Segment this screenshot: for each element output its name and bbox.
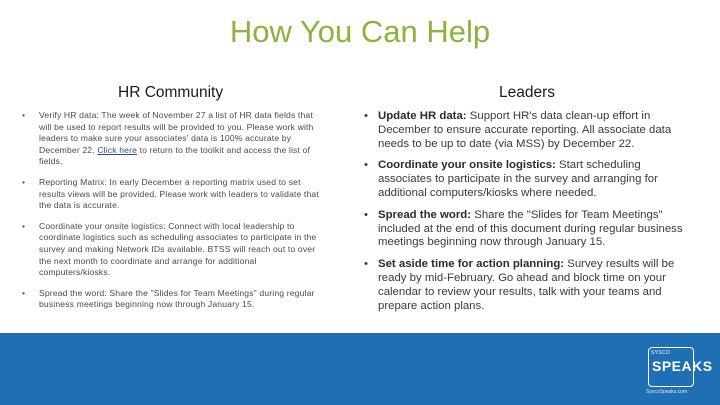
hr-item-text: Verify HR data: The week of November 27 a list of HR data fields that will be used to report results will be provided to you. Please work with leaders to make sure your associates' data is 100% accurate by December 22. [39,110,314,155]
hr-item-text: Coordinate your onsite logistics: Connect with local leadership to coordinate logistics such as scheduling associates to participate in the survey and making Network IDs available. BTSS will reach out to over the next month to coordinate and arrange for additional computers/kiosks. [39,220,317,278]
leaders-item-text: Survey results will be ready by mid-February. Go ahead and block time on your calendar to review your results, talk with your teams and prepare action plans. [378,258,675,312]
leaders-list [364,110,694,321]
leaders-item-update-data [364,110,694,151]
leaders-item-label: Update HR data: [378,110,467,122]
hr-item-verify-data [22,110,327,168]
leaders-item-label: Set aside time for action planning: [378,258,565,271]
leaders-item-action-planning [364,258,694,313]
slide-title: How You Can Help [229,14,491,49]
bullet: • [22,176,26,187]
leaders-item-label: Spread the word: [378,208,472,221]
leaders-item-label: Coordinate your onsite logistics: [378,159,556,172]
footer-band [0,333,720,405]
bullet: • [364,258,368,271]
leaders-heading: Leaders [499,84,556,101]
leaders-item-text: Support HR's data clean-up effort in December to ensure accurate reporting. All associate data needs to be up to date (via MSS) by December 22. [378,110,672,150]
hr-item-text: Reporting Matrix: In early December a reporting matrix used to set results views will be provided. Please work with leaders to validate that the data is accurate. [39,176,319,211]
leaders-item-text: Share the "Slides for Team Meetings" included at the end of this document during regular business meetings beginning now through January 15. [378,208,683,249]
bullet: • [22,110,26,120]
hr-community-list [22,110,327,320]
bullet: • [22,220,26,231]
hr-item-spread-word [22,288,327,311]
leaders-item-coordinate-logistics [364,159,694,200]
sysco-speaks-logo [640,347,713,399]
logo-word: SPEAKS [652,358,713,374]
bullet: • [364,208,368,221]
hr-item-text: to return to the toolkit and access the list of fields. [39,144,311,167]
leaders-item-spread-word [364,209,694,250]
bullet: • [364,159,368,172]
logo-url: SyscoSpeaks.com [646,389,688,395]
click-here-link[interactable]: Click here [97,144,138,155]
bullet: • [364,110,368,122]
logo-top-text: SYSCO [651,350,671,356]
hr-item-text: Spread the word: Share the "Slides for Team Meetings" during regular business meetings beginning now through January 15. [39,287,315,310]
hr-community-heading: HR Community [118,84,224,101]
hr-item-coordinate-logistics [22,221,327,279]
leaders-item-text: Start scheduling associates to participate in the survey and arranging for additional computers/kiosks where needed. [378,159,658,199]
bullet: • [22,287,26,298]
hr-item-reporting-matrix [22,177,327,212]
